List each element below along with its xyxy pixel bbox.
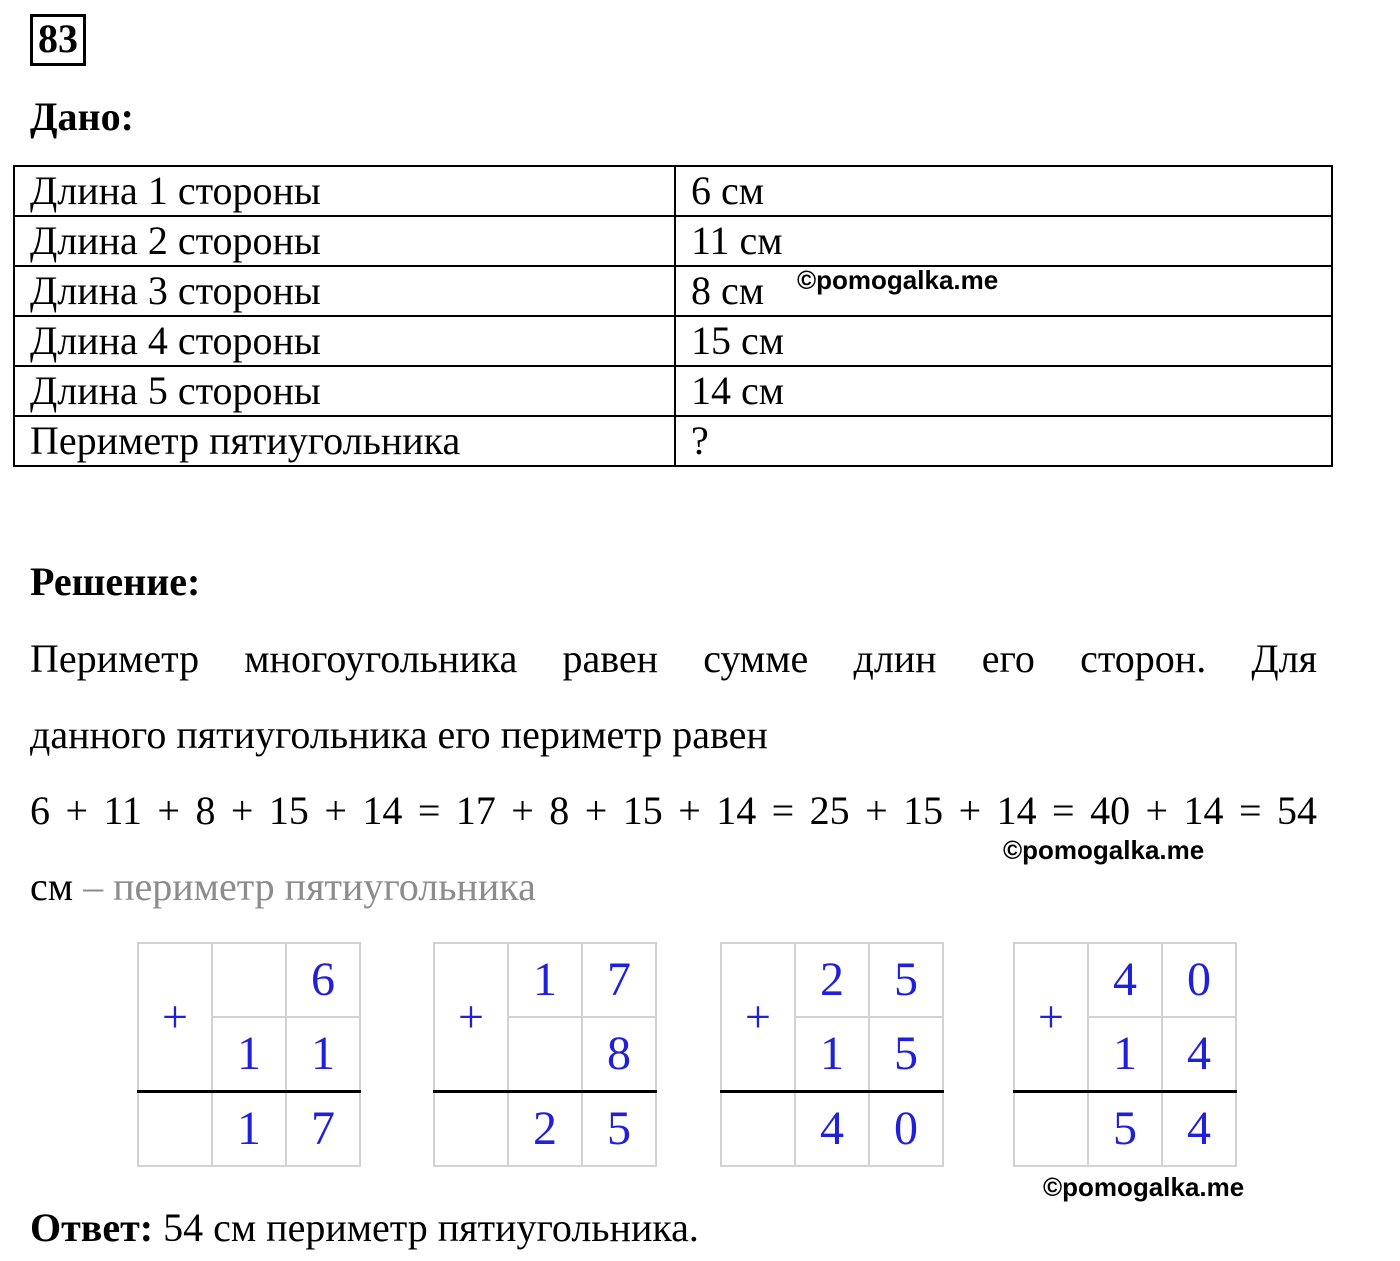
table-row	[14, 266, 1332, 316]
digit-cell: 2	[795, 943, 869, 1017]
empty-cell	[138, 1092, 212, 1167]
watermark: ©pomogalka.me	[1043, 1172, 1245, 1202]
digit-cell	[212, 943, 286, 1017]
side-label: Длина 1 стороны	[14, 166, 675, 216]
side-value: 14 см	[675, 366, 1332, 416]
result-digit-cell: 7	[286, 1092, 360, 1167]
result-digit-cell: 5	[582, 1092, 656, 1167]
digit-cell: 1	[1088, 1017, 1162, 1092]
plus-sign: +	[434, 943, 508, 1092]
digit-cell: 5	[869, 943, 943, 1017]
watermark: ©pomogalka.me	[797, 265, 999, 295]
perimeter-value: ?	[675, 416, 1332, 466]
table-row	[14, 416, 1332, 466]
result-digit-cell: 2	[508, 1092, 582, 1167]
digit-cell: 1	[212, 1017, 286, 1092]
digit-cell: 1	[795, 1017, 869, 1092]
given-heading: Дано:	[30, 94, 134, 139]
plus-sign: +	[138, 943, 212, 1092]
empty-cell	[434, 1092, 508, 1167]
solution-text-line: данного пятиугольника его периметр равен	[30, 712, 768, 757]
perimeter-label: Периметр пятиугольника	[14, 416, 675, 466]
answer-text: 54 см периметр пятиугольника.	[153, 1205, 699, 1250]
column-addition	[1013, 942, 1237, 1167]
column-addition	[433, 942, 657, 1167]
digit-cell: 5	[869, 1017, 943, 1092]
side-value: 11 см	[675, 216, 1332, 266]
sum-equation: 6 + 11 + 8 + 15 + 14 = 17 + 8 + 15 + 14 = 25 + 15 + 14 = 40 + 14 = 54	[30, 788, 1317, 833]
empty-cell	[721, 1092, 795, 1167]
digit-cell: 7	[582, 943, 656, 1017]
plus-sign: +	[721, 943, 795, 1092]
problem-number: 83	[30, 14, 86, 66]
digit-cell: 4	[1162, 1017, 1236, 1092]
side-value: 15 см	[675, 316, 1332, 366]
digit-cell: 1	[508, 943, 582, 1017]
conclusion-text: – периметр пятиугольника	[73, 864, 536, 909]
result-digit-cell: 0	[869, 1092, 943, 1167]
result-digit-cell: 4	[1162, 1092, 1236, 1167]
answer	[30, 1205, 699, 1251]
column-addition	[720, 942, 944, 1167]
side-label: Длина 5 стороны	[14, 366, 675, 416]
table-row	[14, 316, 1332, 366]
unit-text: см	[30, 864, 74, 909]
result-digit-cell: 4	[795, 1092, 869, 1167]
digit-cell: 0	[1162, 943, 1236, 1017]
table-row	[14, 166, 1332, 216]
equation-conclusion	[30, 864, 536, 910]
digit-cell: 1	[286, 1017, 360, 1092]
result-digit-cell: 5	[1088, 1092, 1162, 1167]
digit-cell: 4	[1088, 943, 1162, 1017]
empty-cell	[1014, 1092, 1088, 1167]
digit-cell: 8	[582, 1017, 656, 1092]
solution-heading: Решение:	[30, 559, 201, 604]
table-row	[14, 216, 1332, 266]
answer-label: Ответ:	[30, 1205, 154, 1250]
table-row	[14, 366, 1332, 416]
digit-cell: 6	[286, 943, 360, 1017]
result-digit-cell: 1	[212, 1092, 286, 1167]
side-label: Длина 3 стороны	[14, 266, 675, 316]
solution-text-line: Периметр многоугольника равен сумме длин его сторон. Для	[30, 636, 1317, 681]
given-table	[13, 165, 1333, 467]
side-value: 6 см	[675, 166, 1332, 216]
plus-sign: +	[1014, 943, 1088, 1092]
side-label: Длина 4 стороны	[14, 316, 675, 366]
side-value: 8 см	[675, 266, 1332, 316]
digit-cell	[508, 1017, 582, 1092]
watermark: ©pomogalka.me	[1003, 835, 1205, 865]
column-addition	[137, 942, 361, 1167]
side-label: Длина 2 стороны	[14, 216, 675, 266]
